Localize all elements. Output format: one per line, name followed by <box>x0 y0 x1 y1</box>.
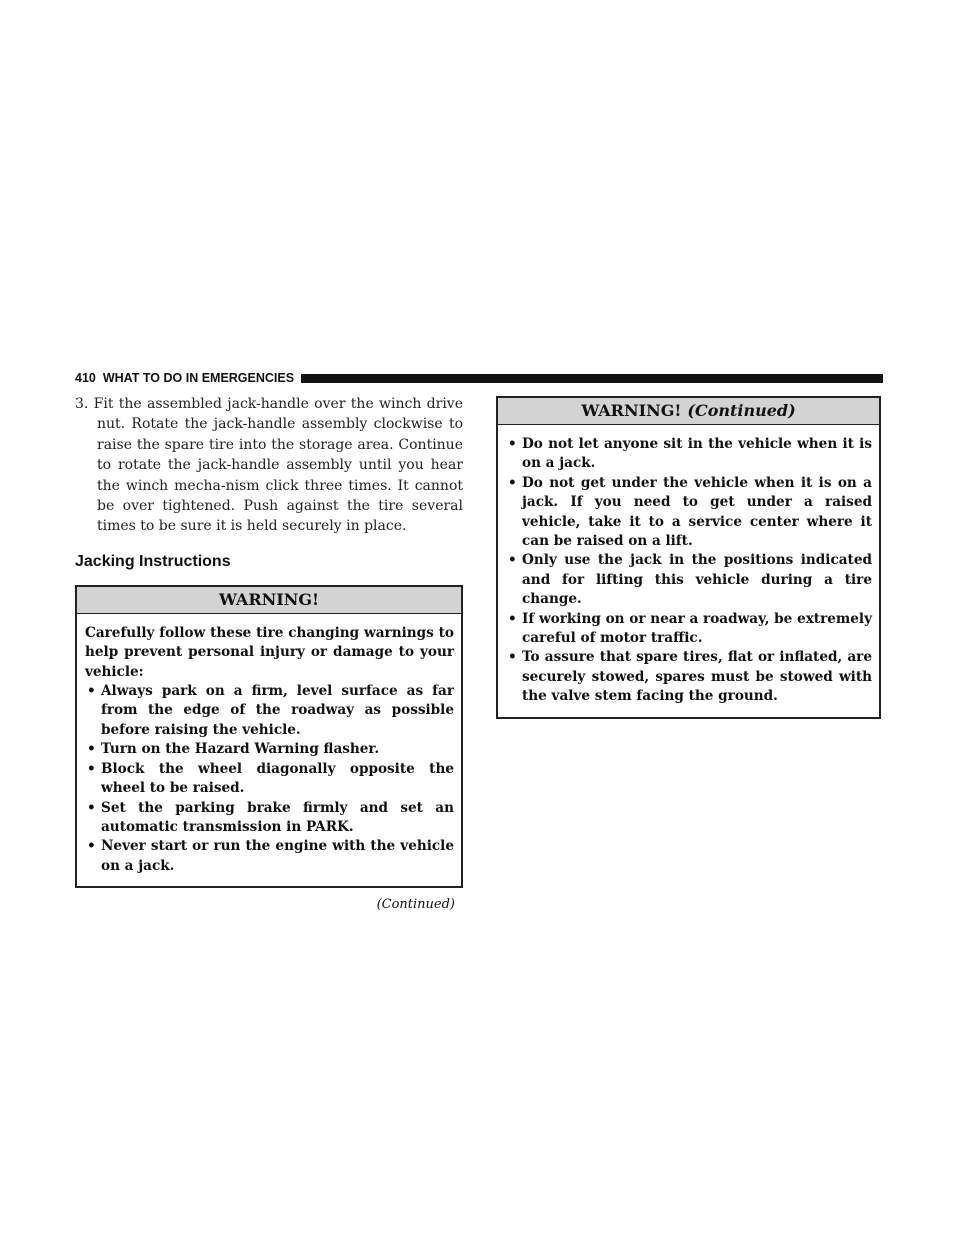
warning-item: • Turn on the Hazard Warning flasher. <box>85 740 454 759</box>
warning-box-continued <box>496 396 881 719</box>
right-column <box>496 396 881 719</box>
warning-title-suffix: (Continued) <box>687 401 796 420</box>
left-column <box>75 394 463 912</box>
warning-item: • Set the parking brake firmly and set an automatic transmission in PARK. <box>87 799 454 835</box>
bullet-icon: • <box>87 838 96 855</box>
continued-note: (Continued) <box>376 897 455 913</box>
warning-body <box>498 425 879 717</box>
warning-list <box>506 435 872 707</box>
warning-title-text: WARNING! <box>581 401 682 420</box>
bullet-icon: • <box>87 741 96 758</box>
warning-item: • Do not let anyone sit in the vehicle when it is on a jack. <box>508 436 872 472</box>
warning-intro: Carefully follow these tire changing warnings to help prevent personal injury or damage to your vehicle: <box>85 624 454 680</box>
bullet-icon: • <box>508 474 517 491</box>
warning-item: • Never start or run the engine with the vehicle on a jack. <box>87 838 454 874</box>
bullet-icon: • <box>87 683 96 700</box>
step-3-text: 3. Fit the assembled jack-handle over the winch drive nut. Rotate the jack-handle assembly clockwise to raise the spare tire into the storage area. Continue to rotate the jack-handle assembly until you hear the winch mecha-nism click three times. It cannot be over tightened. Push against the tire several times to be sure it is held securely in place. <box>75 396 463 535</box>
bullet-icon: • <box>87 760 96 777</box>
warning-title <box>77 587 461 614</box>
section-title: WHAT TO DO IN EMERGENCIES <box>102 371 295 385</box>
page-header <box>75 370 883 386</box>
bullet-icon: • <box>508 436 517 452</box>
warning-item: • Always park on a firm, level surface as far from the edge of the roadway as possible before raising the vehicle. <box>87 683 454 738</box>
jacking-instructions-heading: Jacking Instructions <box>75 552 231 570</box>
bullet-icon: • <box>508 649 517 666</box>
header-rule <box>301 374 883 383</box>
warning-list <box>85 682 454 876</box>
warning-title-text: WARNING! <box>218 589 320 609</box>
warning-box <box>75 585 463 888</box>
bullet-icon: • <box>87 799 96 816</box>
warning-item: • Only use the jack in the positions indicated and for lifting this vehicle during a tire change. <box>508 552 872 608</box>
warning-item: • To assure that spare tires, flat or inflated, are securely stowed, spares must be stowed with the valve stem facing the ground. <box>508 649 872 705</box>
warning-item: • If working on or near a roadway, be extremely careful of motor traffic. <box>508 610 872 647</box>
warning-body <box>77 614 461 886</box>
warning-title <box>498 398 879 425</box>
bullet-icon: • <box>508 610 517 627</box>
page-number: 410 <box>75 371 96 385</box>
warning-item: • Block the wheel diagonally opposite the wheel to be raised. <box>87 760 454 797</box>
bullet-icon: • <box>508 552 517 569</box>
warning-item: • Do not get under the vehicle when it is on a jack. If you need to get under a raised vehicle, take it to a service center where it can be raised on a lift. <box>508 474 872 550</box>
